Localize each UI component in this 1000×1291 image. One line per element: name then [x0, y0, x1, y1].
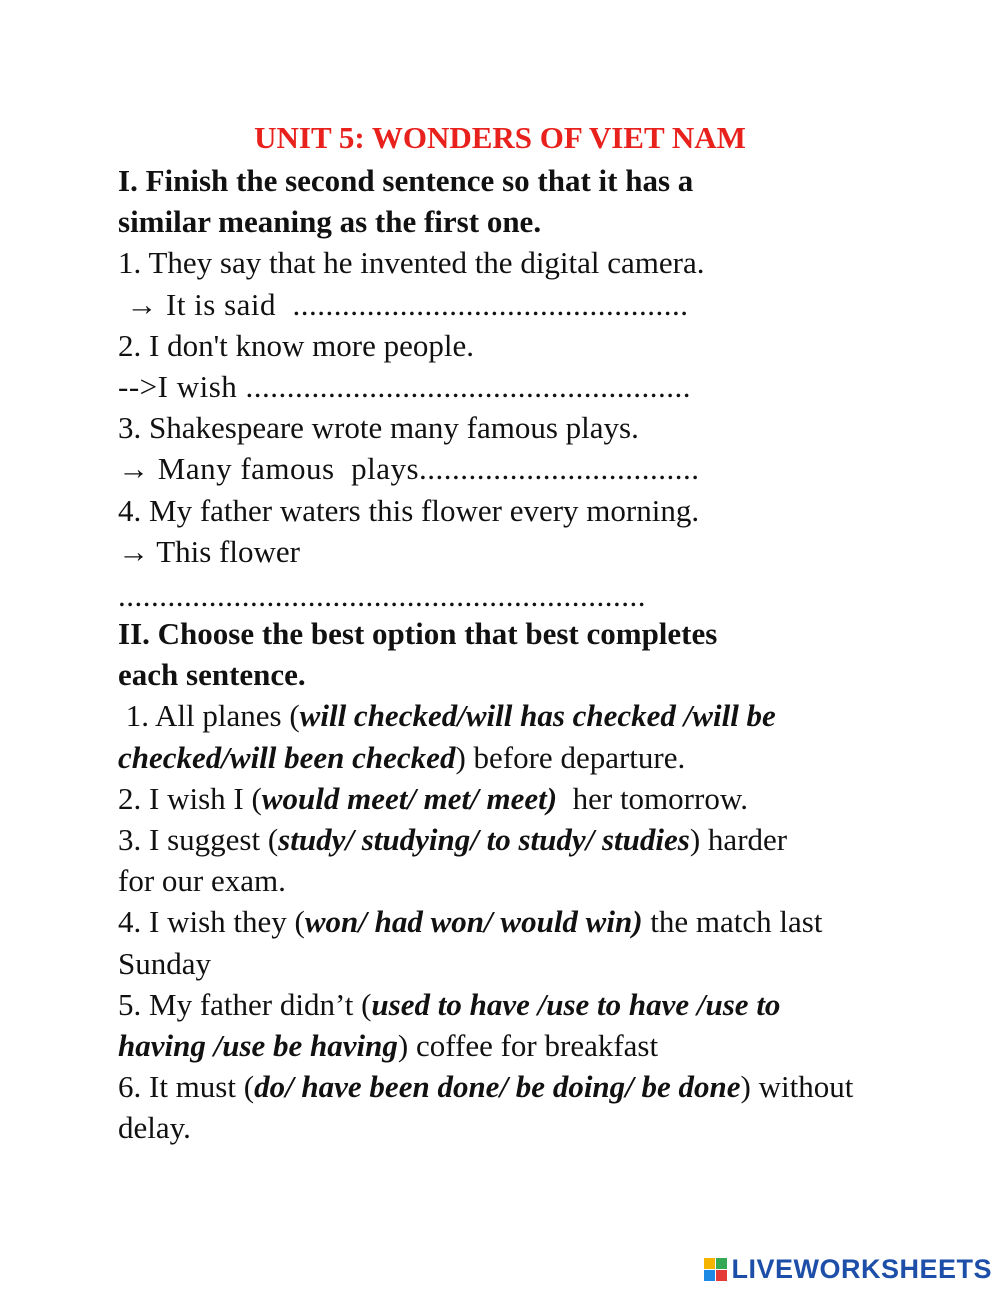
choice-item-1-stem: 1. All planes (: [118, 698, 300, 734]
choice-item-4-stem: 4. I wish they (: [118, 904, 305, 940]
choice-item-4-options[interactable]: won/ had won/ would win): [304, 904, 643, 940]
choice-item-6-tail: ) without delay.: [118, 1069, 854, 1146]
exercise-3-answer-field[interactable]: → Many famous plays..................................: [118, 451, 700, 487]
choice-item-4: [118, 901, 888, 983]
choice-item-3-tail: ) harder for our exam.: [118, 822, 788, 899]
choice-item-6-options[interactable]: do/ have been done/ be doing/ be done: [254, 1069, 741, 1105]
choice-item-3-stem: 3. I suggest (: [118, 822, 279, 858]
exercise-4-answer-field[interactable]: ................................................................: [118, 577, 646, 613]
section-2-heading-line-1: II. Choose the best option that best completes: [118, 616, 718, 652]
choice-item-5: [118, 984, 863, 1066]
exercise-2-prompt: 2. I don't know more people.: [118, 327, 474, 363]
choice-item-5-tail: ) coffee for breakfast: [397, 1028, 659, 1064]
choice-item-6: [118, 1066, 863, 1148]
choice-item-3-options[interactable]: study/ studying/ to study/ studies: [278, 822, 690, 858]
choice-item-4-tail: the match last Sunday: [118, 904, 823, 981]
choice-item-2: [118, 778, 918, 819]
choice-item-5-stem: 5. My father didn’t (: [118, 986, 372, 1022]
choice-item-1-options[interactable]: will checked/will has checked /will be checked/will been checked: [118, 698, 784, 775]
liveworksheets-logo-icon: [704, 1258, 727, 1281]
exercise-1-prompt: 1. They say that he invented the digital camera.: [118, 245, 705, 281]
logo-tile: [704, 1270, 715, 1281]
exercise-4-answer-lead: → This flower: [118, 533, 300, 569]
worksheet-body: [118, 160, 918, 1149]
section-1-heading-line-2: similar meaning as the first one.: [118, 204, 542, 240]
worksheet-title: UNIT 5: WONDERS OF VIET NAM: [254, 120, 746, 155]
section-1: [118, 160, 918, 613]
exercise-4-prompt: 4. My father waters this flower every morning.: [118, 492, 700, 528]
logo-tile: [716, 1258, 727, 1269]
exercise-2-answer-field[interactable]: -->I wish ......................................................: [118, 368, 692, 404]
brand-name: LIVEWORKSHEETS: [731, 1254, 992, 1284]
section-2-heading-line-2: each sentence.: [118, 657, 306, 693]
choice-item-2-tail: her tomorrow.: [557, 780, 748, 816]
logo-tile: [704, 1258, 715, 1269]
choice-item-2-options[interactable]: would meet/ met/ meet): [261, 780, 558, 816]
section-2: [118, 613, 918, 1149]
exercise-1-answer-field[interactable]: → It is said ................................................: [118, 286, 689, 322]
choice-item-1-tail: ) before departure.: [455, 739, 686, 775]
logo-tile: [716, 1270, 727, 1281]
choice-item-5-options[interactable]: used to have /use to have /use to having /use be having: [118, 986, 781, 1064]
exercise-3-prompt: 3. Shakespeare wrote many famous plays.: [118, 410, 639, 446]
choice-item-2-stem: 2. I wish I (: [118, 780, 262, 816]
section-1-heading-line-1: I. Finish the second sentence so that it has a: [118, 163, 694, 198]
liveworksheets-brand: [704, 1254, 992, 1285]
choice-item-3: [118, 819, 808, 901]
choice-item-6-stem: 6. It must (: [118, 1069, 255, 1105]
choice-item-1: [118, 695, 888, 777]
